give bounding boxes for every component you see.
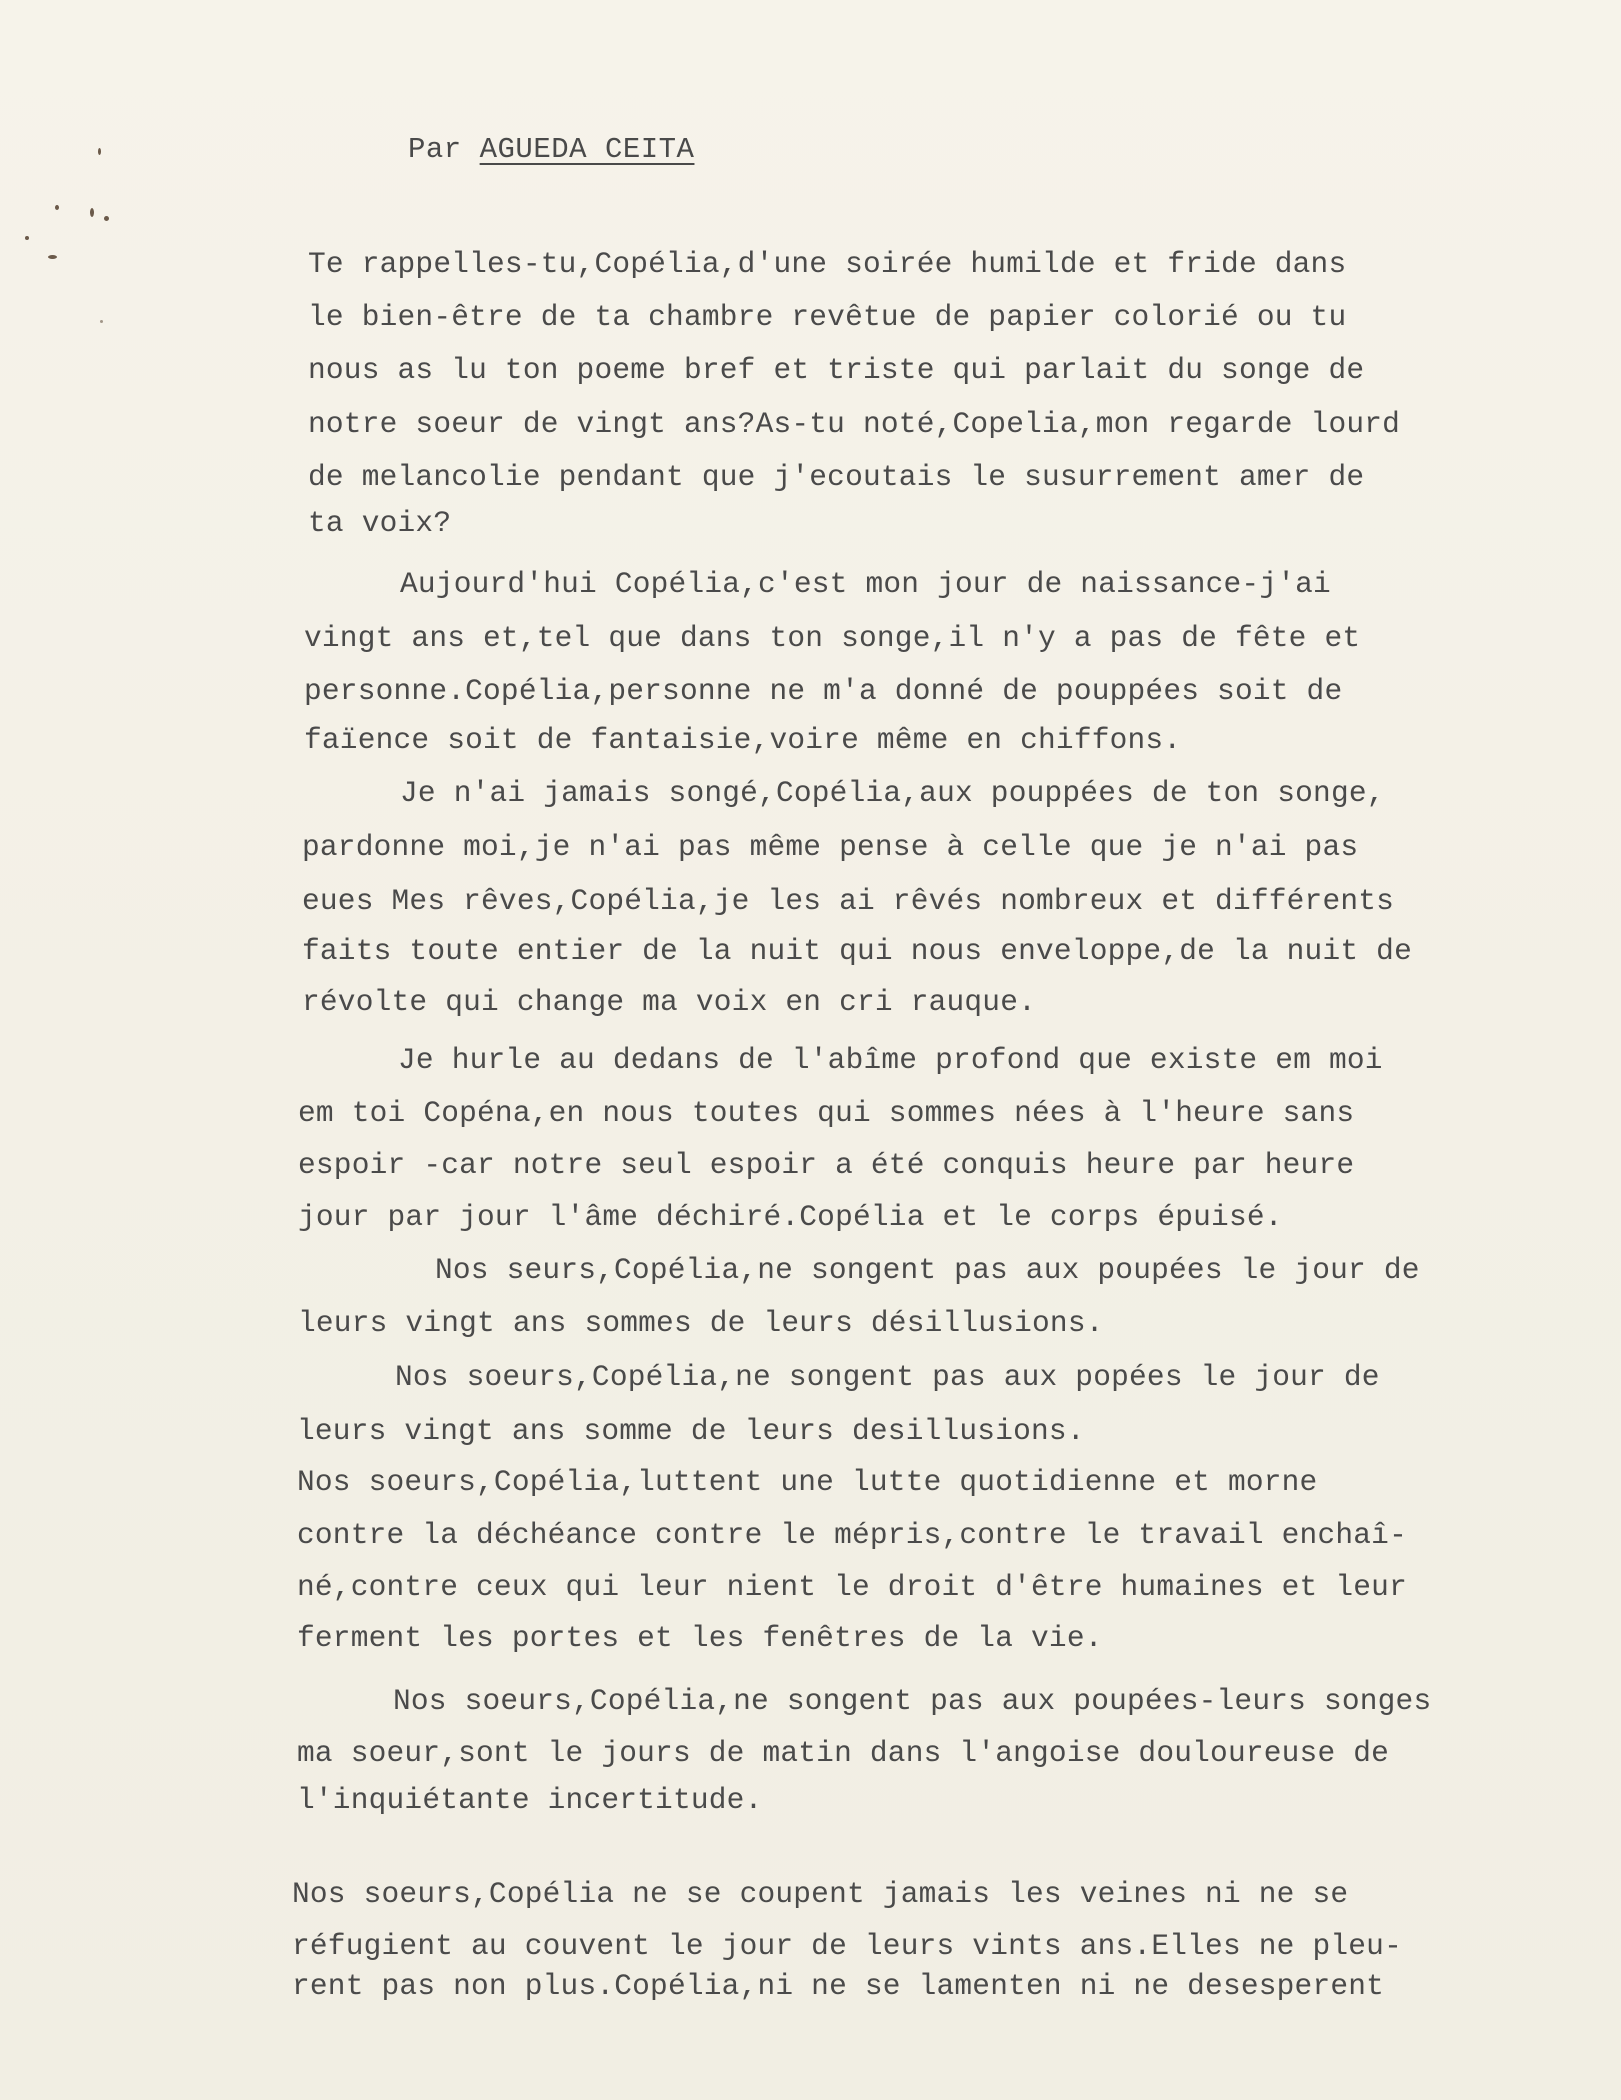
text-line: ferment les portes et les fenêtres de la vie. (297, 1621, 1103, 1655)
text-line: eues Mes rêves,Copélia,je les ai rêvés nombreux et différents (302, 884, 1395, 918)
text-line: faits toute entier de la nuit qui nous enveloppe,de la nuit de (302, 934, 1412, 968)
text-line: Nos soeurs,Copélia,ne songent pas aux poupées-leurs songes (393, 1684, 1432, 1718)
text-line: jour par jour l'âme déchiré.Copélia et le corps épuisé. (298, 1200, 1283, 1234)
text-line: vingt ans et,tel que dans ton songe,il n'y a pas de fête et (304, 621, 1361, 655)
text-line: Nos seurs,Copélia,ne songent pas aux poupées le jour de (435, 1253, 1420, 1287)
text-line: Je n'ai jamais songé,Copélia,aux pouppées de ton songe, (400, 776, 1385, 810)
text-line: ta voix? (308, 506, 452, 540)
text-line: Te rappelles-tu,Copélia,d'une soirée humilde et fride dans (308, 247, 1347, 281)
text-line: pardonne moi,je n'ai pas même pense à celle que je n'ai pas (302, 830, 1359, 864)
text-line: Aujourd'hui Copélia,c'est mon jour de naissance-j'ai (400, 567, 1331, 601)
text-line: espoir -car notre seul espoir a été conquis heure par heure (298, 1148, 1355, 1182)
byline-prefix: Par (408, 133, 462, 166)
byline (408, 133, 694, 166)
text-line: notre soeur de vingt ans?As-tu noté,Copelia,mon regarde lourd (308, 407, 1401, 441)
text-line: em toi Copéna,en nous toutes qui sommes nées à l'heure sans (298, 1096, 1355, 1130)
text-line: Nos soeurs,Copélia,luttent une lutte quotidienne et morne (297, 1465, 1318, 1499)
ink-speck (25, 236, 29, 240)
text-line: leurs vingt ans somme de leurs desillusions. (297, 1414, 1085, 1448)
text-line: personne.Copélia,personne ne m'a donné de pouppées soit de (304, 674, 1343, 708)
text-line: faïence soit de fantaisie,voire même en chiffons. (304, 723, 1182, 757)
text-line: ma soeur,sont le jours de matin dans l'angoise douloureuse de (297, 1736, 1390, 1770)
text-line: le bien-être de ta chambre revêtue de papier colorié ou tu (308, 300, 1347, 334)
text-line: contre la déchéance contre le mépris,contre le travail enchaî- (297, 1518, 1407, 1552)
text-line: de melancolie pendant que j'ecoutais le susurrement amer de (308, 460, 1365, 494)
text-line: Nos soeurs,Copélia ne se coupent jamais les veines ni ne se (292, 1877, 1349, 1911)
ink-speck (90, 208, 94, 217)
ink-speck (104, 216, 109, 221)
text-line: né,contre ceux qui leur nient le droit d'être humaines et leur (297, 1570, 1407, 1604)
ink-speck (55, 205, 59, 210)
ink-speck (100, 320, 103, 323)
text-line: Je hurle au dedans de l'abîme profond que existe em moi (398, 1043, 1383, 1077)
byline-author: AGUEDA CEITA (479, 133, 695, 166)
text-line: réfugient au couvent le jour de leurs vints ans.Elles ne pleu- (292, 1929, 1402, 1963)
ink-speck (48, 255, 57, 259)
text-line: rent pas non plus.Copélia,ni ne se lamenten ni ne desesperent (292, 1969, 1385, 2003)
text-line: leurs vingt ans sommes de leurs désillusions. (298, 1306, 1104, 1340)
text-line: Nos soeurs,Copélia,ne songent pas aux popées le jour de (395, 1360, 1380, 1394)
text-line: l'inquiétante incertitude. (297, 1783, 763, 1817)
text-line: révolte qui change ma voix en cri rauque. (302, 985, 1037, 1019)
ink-speck (98, 148, 101, 155)
text-line: nous as lu ton poeme bref et triste qui parlait du songe de (308, 353, 1365, 387)
